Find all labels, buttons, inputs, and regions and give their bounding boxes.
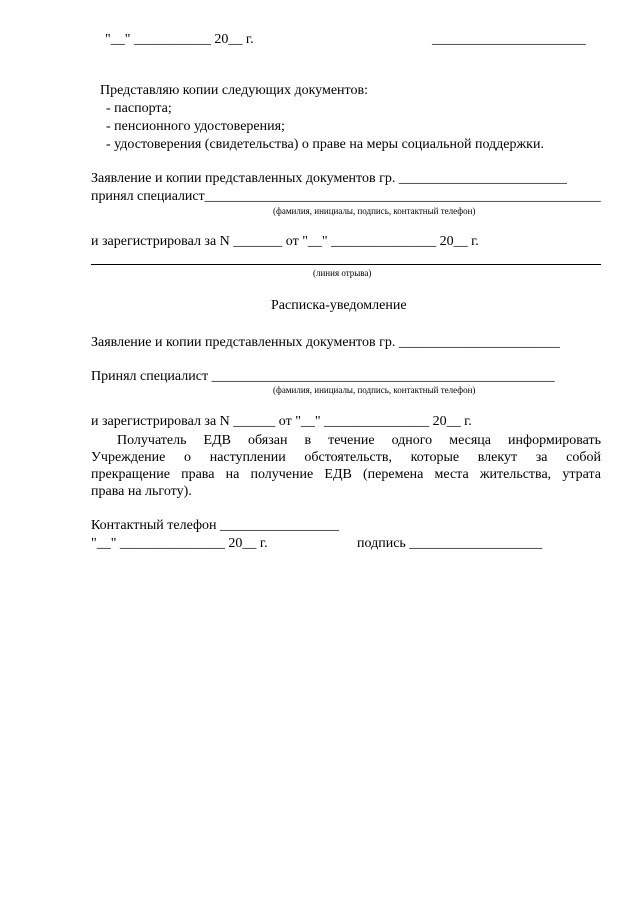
top-date-line: "__" ___________ 20__ г. [105,32,254,47]
document-item-passport: - паспорта; [106,101,172,116]
receipt-notice-line-4: права на льготу). [91,484,192,499]
registration-specialist-line: принял специалист_________________________________________________________ [91,189,601,204]
cut-line [91,264,601,265]
receipt-accepted-line: Заявление и копии представленных документов гр. _______________________ [91,335,560,350]
receipt-date-line: "__" _______________ 20__ г. [91,536,268,551]
receipt-notice-line-1: Получатель ЕДВ обязан в течение одного месяца информировать [117,433,601,448]
document-item-pension-certificate: - пенсионного удостоверения; [106,119,285,134]
document-item-support-certificate: - удостоверения (свидетельства) о праве на меры социальной поддержки. [106,137,544,152]
receipt-specialist-line: Принял специалист _________________________________________________ [91,369,555,384]
receipt-notice-line-2: Учреждение о наступлении обстоятельств, которые влекут за собой [91,450,601,465]
registration-accepted-line: Заявление и копии представленных документов гр. ________________________ [91,171,567,186]
receipt-title: Расписка-уведомление [271,298,407,313]
receipt-specialist-caption: (фамилия, инициалы, подпись, контактный телефон) [273,385,476,395]
documents-intro: Представляю копии следующих документов: [100,83,368,98]
receipt-phone-line: Контактный телефон _________________ [91,518,340,533]
receipt-number-line: и зарегистрировал за N ______ от "__" _______________ 20__ г. [91,414,472,429]
receipt-notice-line-3: прекращение права на получение ЕДВ (перемена места жительства, утрата [91,467,601,482]
registration-specialist-caption: (фамилия, инициалы, подпись, контактный телефон) [273,206,476,216]
receipt-signature-line: подпись ___________________ [357,536,543,551]
top-signature-blank: ______________________ [432,32,586,47]
receipt-notice-paragraph [91,432,601,500]
registration-number-line: и зарегистрировал за N _______ от "__" _______________ 20__ г. [91,234,479,249]
cut-line-caption: (линия отрыва) [313,268,372,278]
